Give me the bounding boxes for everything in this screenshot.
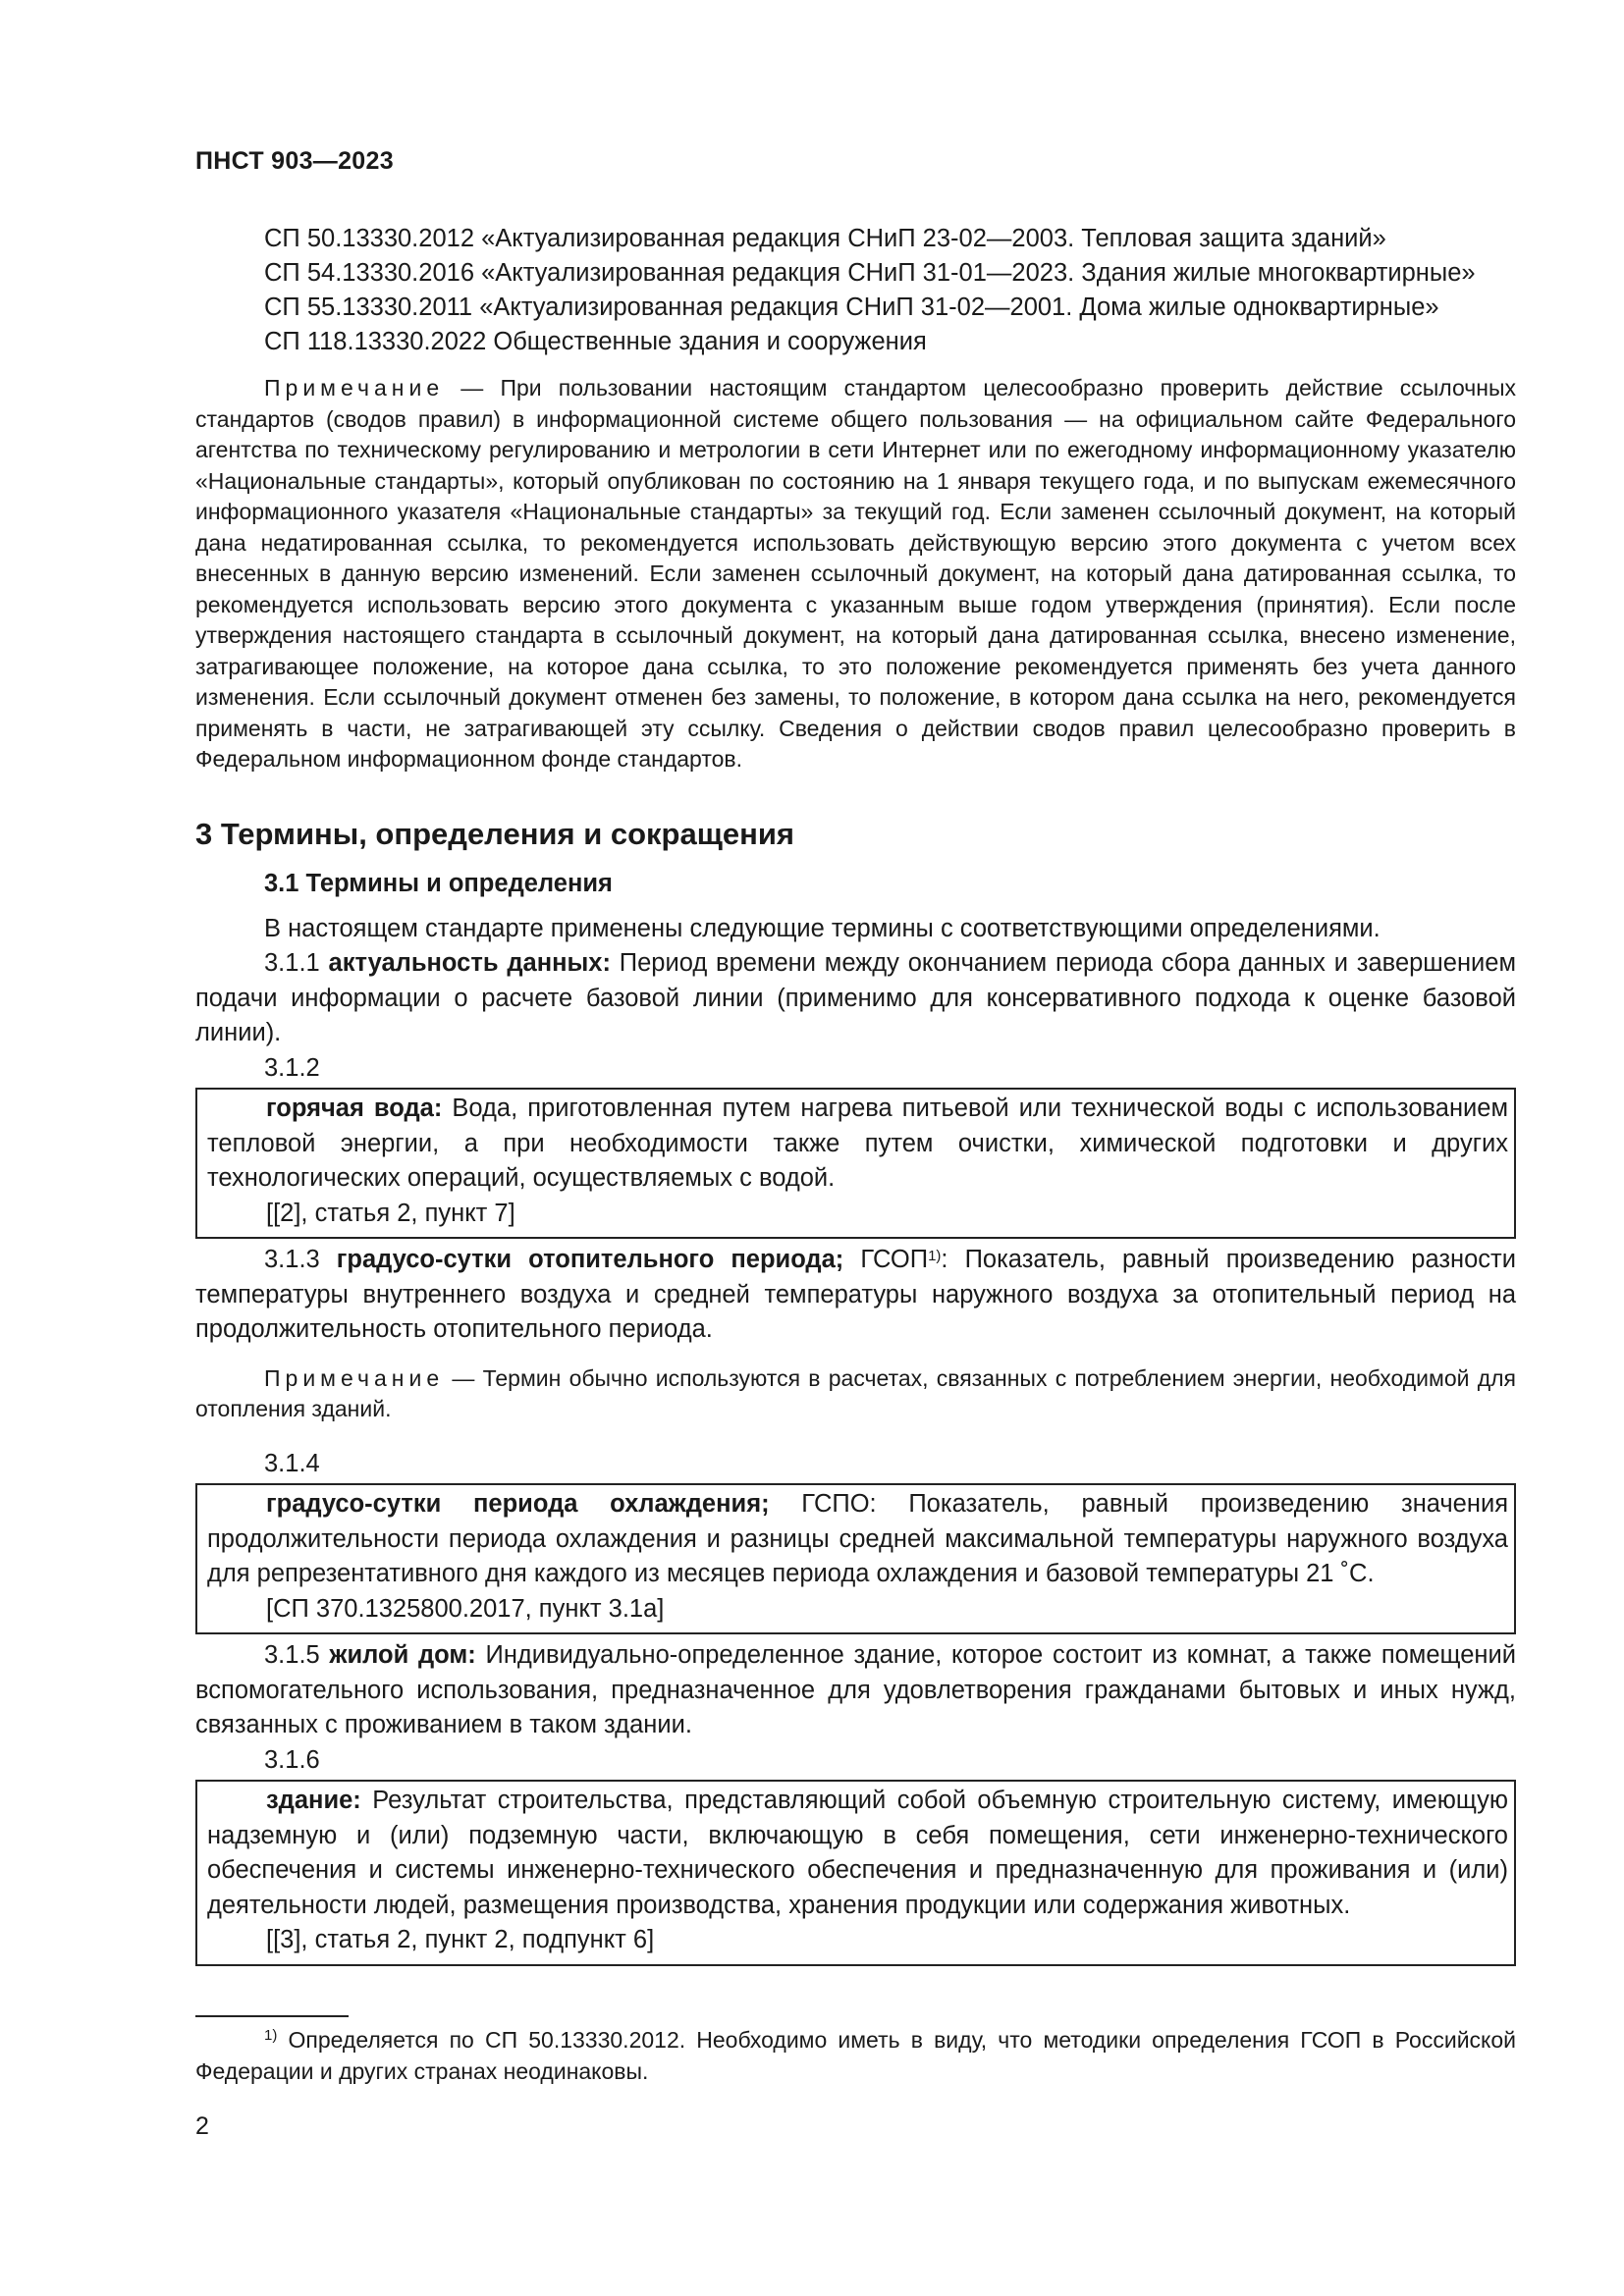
term-name: горячая вода:	[266, 1095, 443, 1122]
term-source: [[3], статья 2, пункт 2, подпункт 6]	[266, 1926, 655, 1953]
document-id: ПНСТ 903—2023	[195, 147, 394, 175]
term-3-1-5	[195, 1638, 1516, 1743]
footnote	[195, 2024, 1516, 2087]
term-box-3-1-6	[195, 1780, 1516, 1966]
term-box-3-1-4	[195, 1483, 1516, 1634]
term-definition: ГСПО: Показатель, равный произведению значения продолжительности периода охлаждения и разницы средней максимальной температуры наружного воздуха для репрезентативного дня каждого из месяцев периода охлаждения и базовой температуры 21 ˚С.	[207, 1490, 1508, 1587]
section-heading: 3 Термины, определения и сокращения	[195, 816, 794, 851]
page-content	[195, 222, 1516, 1970]
footnote-text: Определяется по СП 50.13330.2012. Необходимо иметь в виду, что методики определения ГСОП в Российской Федерации и других странах неодинаковы.	[195, 2027, 1516, 2084]
term-3-1-6	[207, 1784, 1508, 1923]
references-note	[195, 373, 1516, 775]
footnote-mark: 1)	[928, 1248, 942, 1264]
note-text: — Термин обычно используются в расчетах, связанных с потреблением энергии, необходимой для отопления зданий.	[195, 1364, 1516, 1421]
subsection-heading: 3.1 Термины и определения	[264, 869, 613, 897]
term-name: здание:	[266, 1787, 361, 1814]
term-name: градусо-сутки отопительного периода;	[336, 1246, 844, 1273]
term-name: жилой дом:	[329, 1641, 476, 1669]
term-note	[195, 1363, 1516, 1425]
term-definition: Результат строительства, представляющий собой объемную строительную систему, имеющую надземную и (или) подземную части, включающую в себя помещения, сети инженерно-технического обеспечения и системы инженерно-технического обеспечения и предназначенную для проживания и (или) деятельности людей, размещения производства, хранения продукции или содержания животных.	[207, 1787, 1508, 1919]
term-name: актуальность данных:	[328, 949, 611, 977]
reference-item: СП 55.13330.2011 «Актуализированная редакция СНиП 31-02—2001. Дома жилые одноквартирные»	[264, 294, 1439, 321]
term-3-1-3	[195, 1243, 1516, 1348]
terms-intro: В настоящем стандарте применены следующие термины с соответствующими определениями.	[264, 914, 1380, 942]
reference-list	[195, 222, 1516, 359]
term-definition: : Показатель, равный произведению разности температуры внутреннего воздуха и средней температуры наружного воздуха за отопительный период на продолжительность отопительного периода.	[195, 1246, 1516, 1343]
term-definition: Вода, приготовленная путем нагрева питьевой или технической воды с использованием тепловой энергии, а при необходимости также путем очистки, химической подготовки и других технологических операций, осуществляемых с водой.	[207, 1095, 1508, 1192]
term-abbreviation: ГСОП	[843, 1246, 929, 1273]
term-number: 3.1.3	[264, 1246, 337, 1273]
reference-item: СП 50.13330.2012 «Актуализированная редакция СНиП 23-02—2003. Тепловая защита зданий»	[264, 225, 1386, 252]
term-number: 3.1.4	[264, 1449, 320, 1477]
term-source: [[2], статья 2, пункт 7]	[266, 1199, 515, 1227]
note-label: Примечание	[264, 1364, 445, 1391]
page-number: 2	[195, 2112, 209, 2140]
term-number: 3.1.6	[264, 1745, 320, 1774]
term-source: [СП 370.1325800.2017, пункт 3.1а]	[266, 1594, 665, 1623]
term-box-3-1-2	[195, 1088, 1516, 1239]
note-label: Примечание	[264, 375, 445, 400]
term-name: градусо-сутки периода охлаждения;	[266, 1490, 770, 1518]
term-number: 3.1.5	[264, 1641, 330, 1669]
reference-item: СП 118.13330.2022 Общественные здания и сооружения	[264, 328, 927, 355]
term-definition: Период времени между окончанием периода сбора данных и завершением подачи информации о расчете базовой линии (применимо для консервативного подхода к оценке базовой линии).	[195, 949, 1516, 1046]
term-3-1-1	[195, 946, 1516, 1051]
note-text: — При пользовании настоящим стандартом целесообразно проверить действие ссылочных стандартов (сводов правил) в информационной системе общего пользования — на официальном сайте Федерального агентства по техническому регулированию и метрологии в сети Интернет или по ежегодному информационному указателю «Национальные стандарты», который опубликован по состоянию на 1 января текущего года, и по выпускам ежемесячного информационного указателя «Национальные стандарты» за текущий год. Если заменен ссылочный документ, на который дана недатированная ссылка, то рекомендуется использовать действующую версию этого документа с учетом всех внесенных в данную версию изменений. Если заменен ссылочный документ, на который дана датированная ссылка, то рекомендуется использовать версию этого документа с указанным выше годом утверждения (принятия). Если после утверждения настоящего стандарта в ссылочный документ, на который дана датированная ссылка, внесено изменение, затрагивающее положение, на которое дана ссылка, то это положение рекомендуется применять без учета данного изменения. Если ссылочный документ отменен без замены, то положение, в котором дана ссылка на него, рекомендуется применять в части, не затрагивающей эту ссылку. Сведения о действии сводов правил целесообразно проверить в Федеральном информационном фонде стандартов.	[195, 375, 1516, 772]
term-definition: Индивидуально-определенное здание, которое состоит из комнат, а также помещений вспомогательного использования, предназначенное для удовлетворения гражданами бытовых и иных нужд, связанных с проживанием в таком здании.	[195, 1641, 1516, 1738]
term-number: 3.1.2	[264, 1053, 320, 1082]
term-3-1-2	[207, 1092, 1508, 1197]
reference-item: СП 54.13330.2016 «Актуализированная редакция СНиП 31-01—2023. Здания жилые многоквартирные»	[264, 259, 1476, 287]
term-3-1-4	[207, 1487, 1508, 1592]
footnote-mark: 1)	[264, 2027, 278, 2044]
footnote-divider	[195, 2015, 349, 2017]
term-number: 3.1.1	[264, 949, 329, 977]
